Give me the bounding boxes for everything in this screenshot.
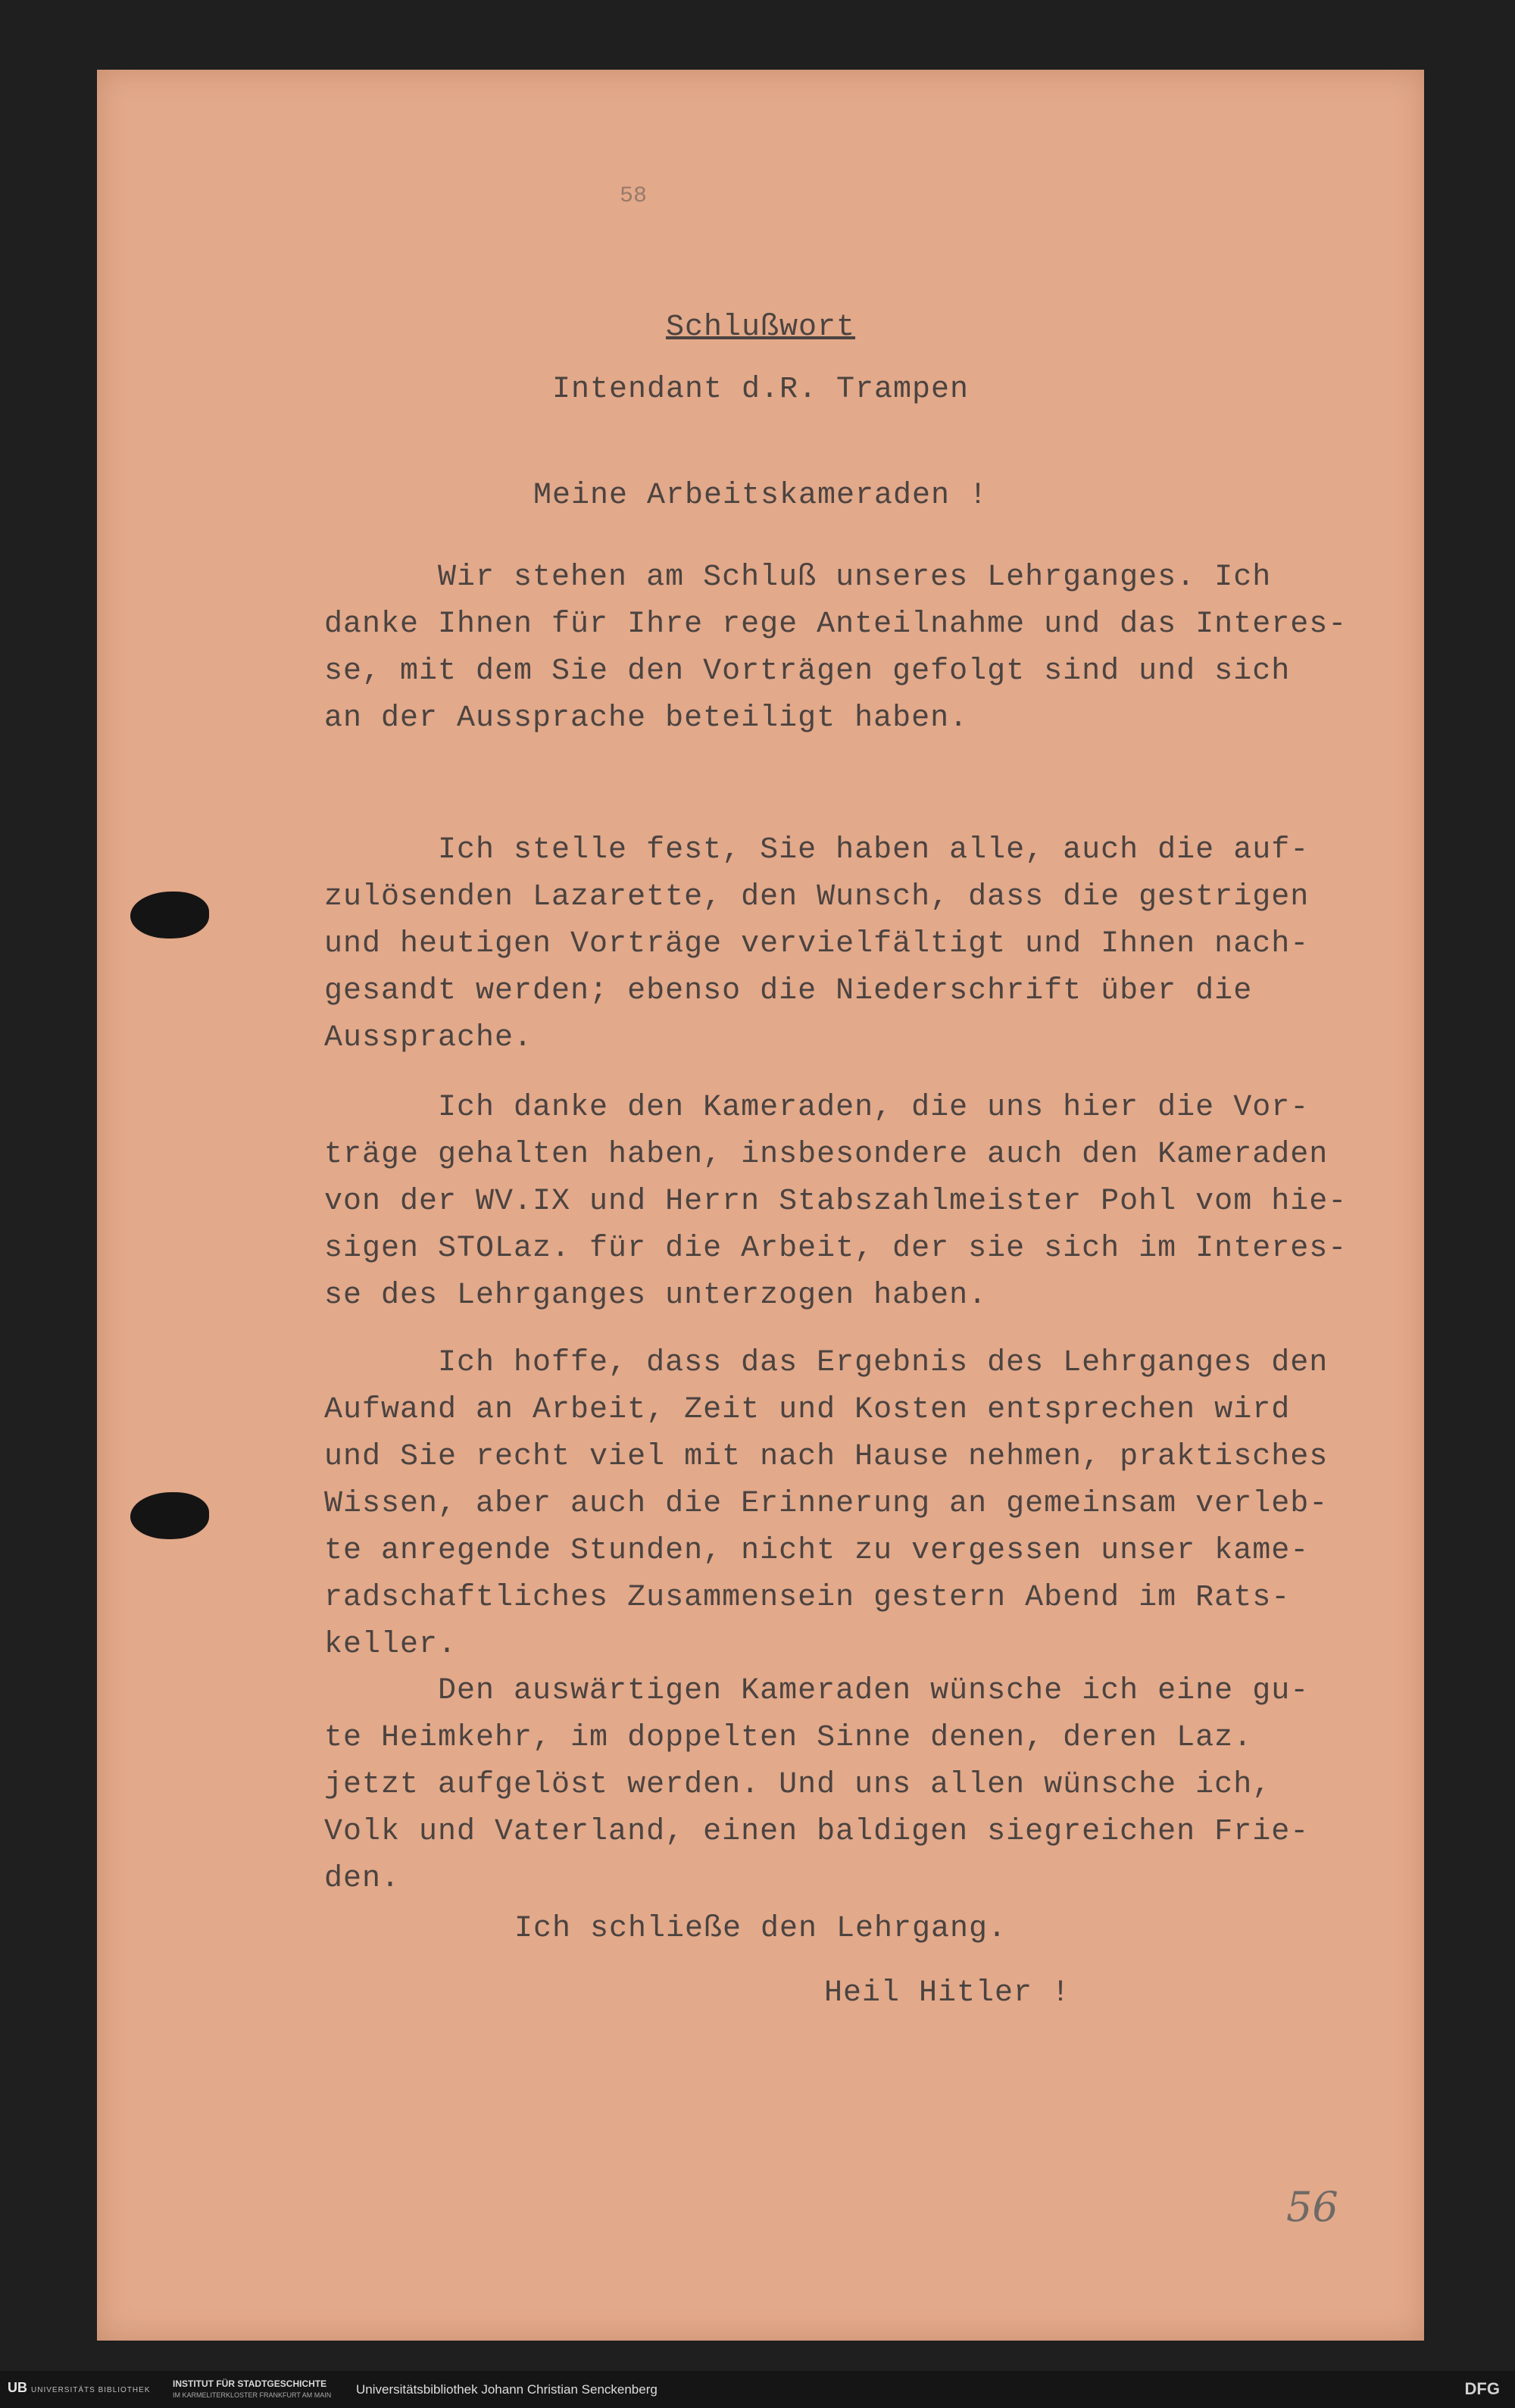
closing-line: Ich schließe den Lehrgang. (514, 1912, 1007, 1946)
page-mark: 58 (620, 183, 648, 209)
library-caption: Universitätsbibliothek Johann Christian Senckenberg (356, 2382, 658, 2397)
dfg-logo: DFG (1464, 2379, 1500, 2398)
institute-logo-text: INSTITUT FÜR STADTGESCHICHTE (173, 2378, 327, 2389)
handwritten-page-number: 56 (1286, 2183, 1339, 2231)
footer-bar (0, 2371, 1515, 2408)
institute-logo-subtext: IM KARMELITERKLOSTER FRANKFURT AM MAIN (173, 2391, 332, 2399)
greeting: Meine Arbeitskameraden ! (533, 479, 989, 513)
document-page (97, 70, 1424, 2341)
paragraph: Den auswärtigen Kameraden wünsche ich eine gu- te Heimkehr, im doppelten Sinne denen, deren Laz. jetzt aufgelöst werden. Und uns allen wünsche ich, Volk und Vaterland, einen baldigen siegreichen Frie- den. (324, 1674, 1310, 1896)
paragraph: Ich stelle fest, Sie haben alle, auch die auf- zulösenden Lazarette, den Wunsch, dass die gestrigen und heutigen Vorträge vervielfältigt und Ihnen nach- gesandt werden; ebenso die Niederschrift über die Aussprache. (324, 833, 1310, 1055)
paragraph: Wir stehen am Schluß unseres Lehrganges. Ich danke Ihnen für Ihre rege Anteilnahme und das Interes- se, mit dem Sie den Vorträgen gefolgt sind und sich an der Aussprache beteiligt haben. (324, 561, 1348, 736)
ub-logo-text: UB (8, 2380, 27, 2395)
punch-hole (130, 1492, 209, 1539)
salutation: Heil Hitler ! (824, 1976, 1071, 2010)
document-title: Schlußwort (665, 311, 856, 345)
paragraph: Ich danke den Kameraden, die uns hier die Vor- träge gehalten haben, insbesondere auch den Kameraden von der WV.IX und Herrn Stabszahlmeister Pohl vom hie- sigen STOLaz. für die Arbeit, der sie sich im Interes- se des Lehrganges unterzogen haben. (324, 1091, 1348, 1313)
punch-hole (130, 892, 209, 939)
author-line: Intendant d.R. Trampen (551, 373, 970, 407)
ub-logo-subtext: UNIVERSITÄTS BIBLIOTHEK (31, 2386, 151, 2394)
institute-logo (173, 2378, 331, 2400)
ub-logo (8, 2380, 151, 2396)
paragraph: Ich hoffe, dass das Ergebnis des Lehrganges den Aufwand an Arbeit, Zeit und Kosten entsprechen wird und Sie recht viel mit nach Hause nehmen, praktisches Wissen, aber auch die Erinnerung an gemeinsam verleb- te anregende Stunden, nicht zu vergessen unser kame- radschaftliches Zusammensein gestern Abend im Rats- keller. (324, 1346, 1329, 1662)
